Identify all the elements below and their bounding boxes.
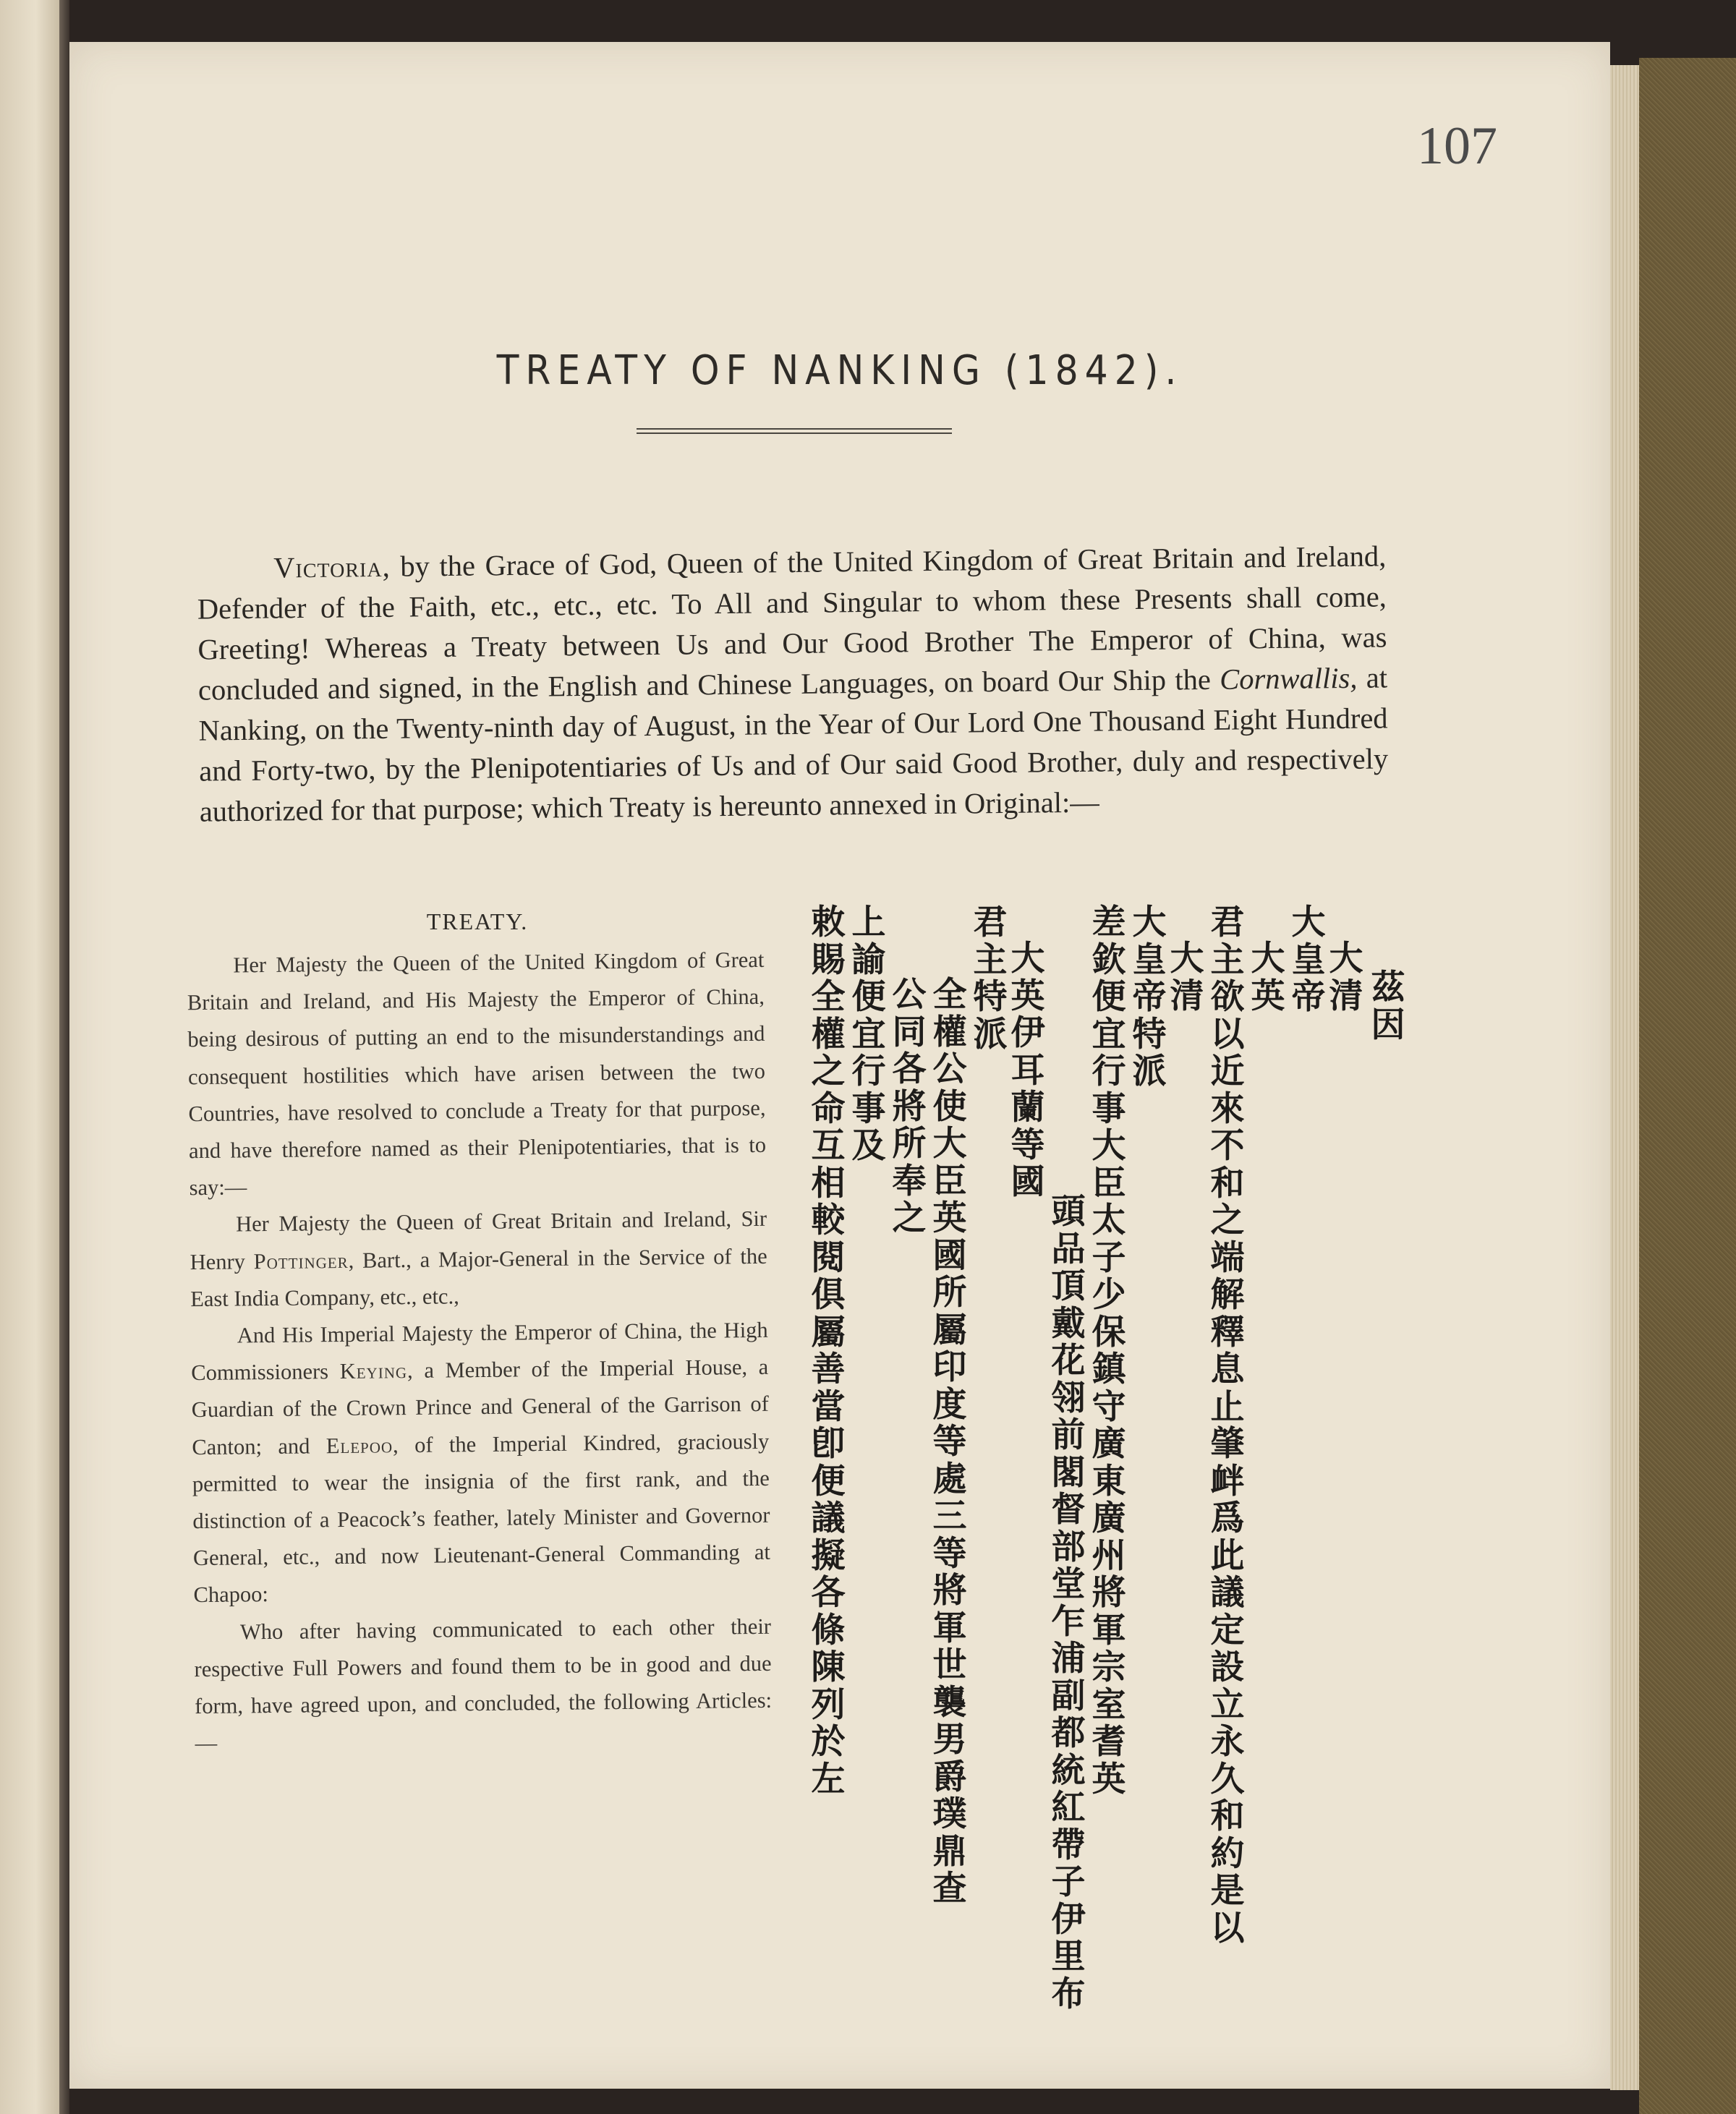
- chinese-column: 大英伊耳蘭等國: [1010, 939, 1045, 1202]
- page-edges: [1610, 65, 1639, 2090]
- chinese-column: 公同各將所奉之: [892, 975, 927, 1238]
- book-cover: [1639, 58, 1736, 2114]
- treaty-chinese-text: [774, 903, 1410, 2014]
- ship-name: Cornwallis,: [1219, 661, 1358, 696]
- chinese-column: 茲因: [1371, 968, 1405, 1045]
- treaty-english-text: [187, 942, 773, 1763]
- chinese-column: 頭品頂戴花翎前閣督部堂乍浦副都統紅帶子伊里布: [1051, 1192, 1086, 2014]
- treaty-heading: TREATY.: [426, 908, 529, 934]
- treaty-paragraph-4: Who after having communicated to each other their respective Full Powers and found them to be in good and due form, have agreed upon, and concluded, the following Articles:—: [194, 1614, 773, 1756]
- facing-page-edge: [0, 0, 59, 2114]
- treaty-paragraph-1: Her Majesty the Queen of the United Kingdom of Great Britain and Ireland, and His Majesty the Emperor of China, being desirous of putting an end to the misunderstandings and consequent hostilities which have arisen between the two Countries, have resolved to conclude a Treaty for that purpose, and have therefore named as their Plenipotentiaries, that is to say:—: [187, 947, 767, 1201]
- chinese-column: 君主欲以近來不和之端解釋息止肇衅爲此議定設立永久和約是以: [1210, 903, 1245, 1948]
- preamble-text-2: at Nanking, on the Twenty-ninth day of August, in the Year of Our Lord One Thousand Eight Hundred and Forty-two, by the Plenipotentiaries of Us and of Our said Good Brother, duly and respectively authorized for that purpose; which Treaty is hereunto annexed in Original:—: [198, 661, 1389, 828]
- chinese-column: 上諭便宜行事及: [851, 903, 886, 1166]
- name-keying: Keying: [339, 1358, 408, 1384]
- preamble: [197, 536, 1389, 832]
- name-elepoo: Elepoo: [326, 1432, 393, 1458]
- chinese-column: 大清: [1170, 939, 1204, 1016]
- chinese-column: 大英: [1251, 939, 1285, 1016]
- treaty-paragraph-2: Her Majesty the Queen of Great Britain and Ireland, Sir Henry Pottinger, Bart., a Major-General in the Service of the East India Company, etc., etc.,: [190, 1206, 767, 1312]
- chinese-column: 敕賜全權之命互相較閱俱屬善當卽便議擬各條陳列於左: [811, 903, 846, 1799]
- chinese-column: 差欽便宜行事大臣太子少保鎮守廣東廣州將軍宗室耆英: [1092, 903, 1126, 1799]
- chinese-column: 大清: [1329, 939, 1363, 1016]
- chinese-column: 全權公使大臣英國所屬印度等處三等將軍世襲男爵璞鼎查: [932, 975, 967, 1909]
- page-title: TREATY OF NANKING (1842).: [496, 347, 1183, 394]
- preamble-lead: Victoria,: [273, 550, 391, 584]
- chinese-column: 大皇帝: [1291, 903, 1326, 1017]
- name-pottinger: Pottinger: [253, 1248, 349, 1274]
- chinese-column: 大皇帝特派: [1132, 903, 1167, 1091]
- chinese-column: 君主特派: [973, 903, 1008, 1054]
- book-gutter: [59, 0, 69, 2114]
- preamble-text: by the Grace of God, Queen of the United Kingdom of Great Britain and Ireland, Defender of the Faith, etc., etc., etc. To All and Singular to whom these Presents shall come, Greeting! Whereas a Treaty between Us and Our Good Brother The Emperor of China, was concluded and signed, in the English and Chinese Languages, on board Our Ship the: [197, 540, 1387, 707]
- treaty-paragraph-3: And His Imperial Majesty the Emperor of China, the High Commissioners Keying, a Member of the Imperial House, a Guardian of the Crown Prince and General of the Garrison of Canton; and Elepoo, of the Imperial Kindred, graciously permitted to wear the insignia of the first rank, and the distinction of a Peacock’s feather, lately Minister and Governor General, etc., and now Lieutenant-General Commanding at Chapoo:: [191, 1317, 771, 1608]
- title-double-rule: [637, 428, 952, 434]
- page-number: 107: [1417, 116, 1497, 176]
